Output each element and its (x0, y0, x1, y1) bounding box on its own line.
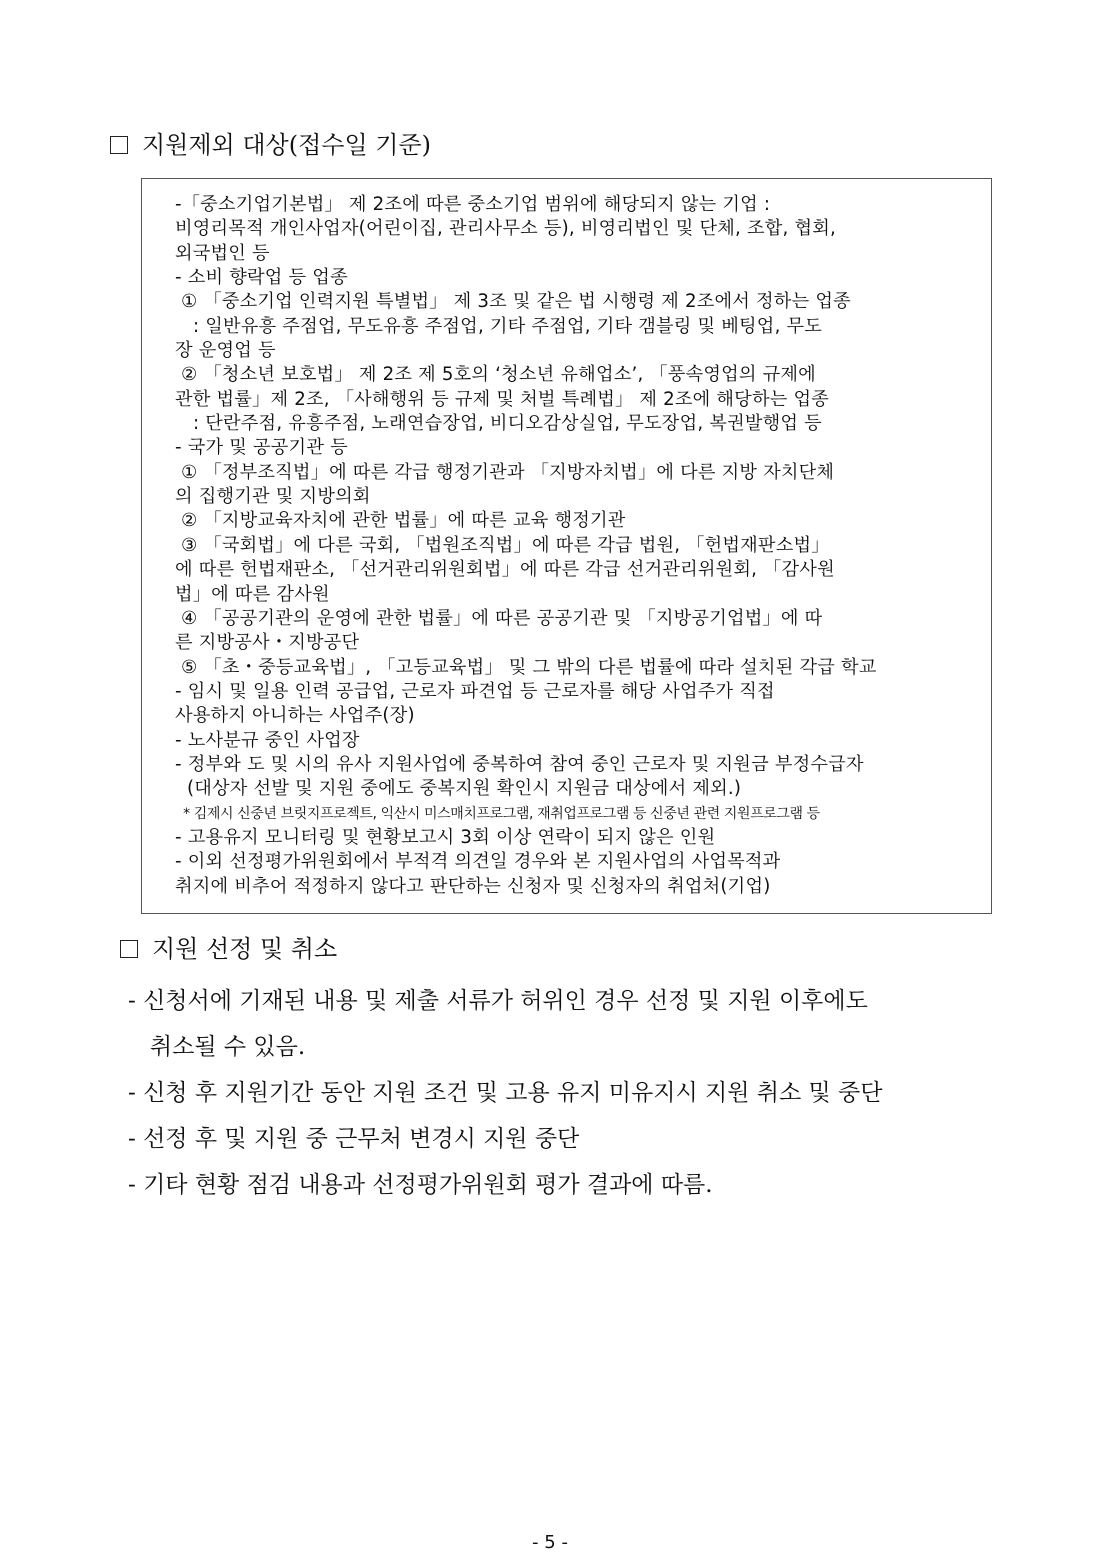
list-item: - 신청 후 지원기간 동안 지원 조건 및 고용 유지 미유지시 지원 취소 및 중단 (128, 1080, 883, 1106)
list-line: (대상자 선발 및 지원 중에도 중복지원 확인시 지원금 대상에서 제외.) (175, 778, 742, 800)
checkbox-icon (110, 136, 128, 154)
section1-title: 지원제외 대상(접수일 기준) (142, 131, 432, 159)
list-line: 사용하지 아니하는 사업주(장) (175, 705, 415, 727)
list-line: ② 「지방교육자치에 관한 법률」에 따른 교육 행정기관 (175, 510, 626, 532)
list-line: 취지에 비추어 적정하지 않다고 판단하는 신청자 및 신청자의 취업처(기업) (175, 875, 771, 897)
list-line: 의 집행기관 및 지방의회 (175, 486, 371, 508)
page-number: - 5 - (532, 1532, 568, 1553)
list-line: 장 운영업 등 (175, 340, 276, 362)
list-line: 비영리목적 개인사업자(어린이집, 관리사무소 등), 비영리법인 및 단체, 조합, 협회, (175, 218, 836, 240)
list-line: - 국가 및 공공기관 등 (175, 437, 348, 459)
list-line: ③ 「국회법」에 다른 국회, 「법원조직법」에 따른 각급 법원, 「헌법재판소법」 (175, 534, 830, 556)
exclusion-list (175, 193, 975, 899)
list-line: - 임시 및 일용 인력 공급업, 근로자 파견업 등 근로자를 해당 사업주가 직접 (175, 680, 775, 702)
list-line: - 이외 선정평가위원회에서 부적격 의견일 경우와 본 지원사업의 사업목적과 (175, 851, 781, 873)
list-line: 법」에 따른 감사원 (175, 583, 330, 605)
list-line: - 고용유지 모니터링 및 현황보고시 3회 이상 연락이 되지 않은 인원 (175, 826, 716, 848)
selection-list (128, 978, 1008, 1208)
checkbox-icon (120, 940, 138, 958)
list-line: 른 지방공사・지방공단 (175, 632, 360, 654)
list-item: - 기타 현황 점검 내용과 선정평가위원회 평가 결과에 따름. (128, 1172, 713, 1198)
footnote-line: * 김제시 신중년 브릿지프로젝트, 익산시 미스매치프로그램, 재취업프로그램 등 신중년 관련 지원프로그램 등 (175, 805, 820, 822)
list-line: ② 「청소년 보호법」 제 2조 제 5호의 ‘청소년 유해업소’, 「풍속영업의 규제에 (175, 364, 816, 386)
list-line: 에 따른 헌법재판소, 「선거관리위원회법」에 따른 각급 선거관리위원회, 「감사원 (175, 559, 835, 581)
list-item: - 신청서에 기재된 내용 및 제출 서류가 허위인 경우 선정 및 지원 이후에도 (128, 988, 868, 1014)
section1-heading (110, 130, 431, 160)
list-line: -「중소기업기본법」 제 2조에 따른 중소기업 범위에 해당되지 않는 기업 : (175, 194, 771, 215)
list-line: 외국법인 등 (175, 242, 270, 264)
list-line: ⑤ 「초・중등교육법」, 「고등교육법」 및 그 밖의 다른 법률에 따라 설치된 각급 학교 (175, 656, 877, 678)
list-line: : 단란주점, 유흥주점, 노래연습장업, 비디오감상실업, 무도장업, 복권발행업 등 (175, 413, 822, 435)
list-item: - 선정 후 및 지원 중 근무처 변경시 지원 중단 (128, 1126, 580, 1152)
list-line: ① 「정부조직법」에 따른 각급 행정기관과 「지방자치법」에 다른 지방 자치단체 (175, 461, 835, 483)
list-line: ① 「중소기업 인력지원 특별법」 제 3조 및 같은 법 시행령 제 2조에서 정하는 업종 (175, 291, 851, 313)
list-item: 취소될 수 있음. (128, 1034, 306, 1060)
list-line: - 노사분규 중인 사업장 (175, 729, 360, 751)
section2-title: 지원 선정 및 취소 (152, 935, 338, 963)
section2-heading (120, 934, 337, 964)
list-line: : 일반유흥 주점업, 무도유흥 주점업, 기타 주점업, 기타 갬블링 및 베팅업, 무도 (175, 315, 823, 337)
list-line: 관한 법률」제 2조, 「사해행위 등 규제 및 처벌 특례법」 제 2조에 해당하는 업종 (175, 388, 829, 410)
list-line: - 정부와 도 및 시의 유사 지원사업에 중복하여 참여 중인 근로자 및 지원금 부정수급자 (175, 753, 864, 775)
list-line: ④ 「공공기관의 운영에 관한 법률」에 따른 공공기관 및 「지방공기업법」에 따 (175, 607, 823, 629)
list-line: - 소비 향락업 등 업종 (175, 267, 348, 289)
